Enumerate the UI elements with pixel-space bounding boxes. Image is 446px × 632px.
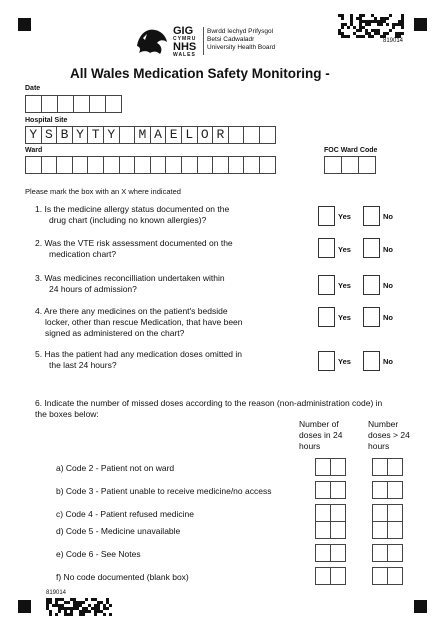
entry-cell[interactable] [72, 156, 89, 174]
entry-cell[interactable]: Y [25, 126, 42, 144]
entry-cell[interactable] [73, 95, 90, 113]
barcode-top [338, 14, 404, 38]
logo-nhs: NHS [173, 41, 197, 53]
date-label: Date [25, 85, 41, 92]
entry-cell[interactable]: R [212, 126, 229, 144]
hospital-site-field[interactable] [25, 126, 275, 144]
question-text-line: Has the patient had any medication doses omitted in [44, 349, 242, 359]
missed-dose-code-label: e) Code 6 - See Notes [56, 549, 141, 559]
digit-box[interactable] [372, 481, 388, 499]
doses-24h-input[interactable] [315, 458, 345, 476]
doses-24h-input[interactable] [315, 521, 345, 539]
hospital-site-label: Hospital Site [25, 117, 68, 124]
question-text-line: Was medicines reconcilliation undertaken within [44, 273, 225, 283]
question-number: 1. [35, 204, 43, 214]
form-title: All Wales Medication Safety Monitoring - [70, 66, 330, 81]
digit-box[interactable] [372, 521, 388, 539]
organisation-name [207, 28, 275, 52]
entry-cell[interactable] [87, 156, 104, 174]
question-text-line: locker, other than rescue Medication, that have been [45, 317, 243, 327]
doses-over-24h-input[interactable] [372, 504, 402, 522]
col-header-24h [299, 419, 342, 452]
digit-box[interactable] [330, 481, 346, 499]
digit-box[interactable] [387, 544, 403, 562]
entry-cell[interactable] [56, 156, 73, 174]
q4-yes-label: Yes [338, 313, 351, 322]
question-text-line: Are there any medicines on the patient's bedside [44, 306, 228, 316]
col-header-line: doses > 24 [368, 430, 410, 440]
question-2 [35, 238, 305, 260]
entry-cell[interactable] [259, 126, 276, 144]
q4-no-label: No [383, 313, 393, 322]
q4-no-checkbox[interactable] [363, 307, 380, 327]
nhs-wales-logo [173, 26, 196, 58]
question-number: 5. [35, 349, 43, 359]
org-name-line-2: Betsi Cadwaladr [207, 36, 255, 43]
logo-wales: WALES [173, 52, 196, 58]
logo-gig: GIG [173, 25, 194, 37]
digit-box[interactable] [315, 544, 331, 562]
digit-box[interactable] [315, 504, 331, 522]
entry-cell[interactable] [25, 95, 42, 113]
question-6 [35, 398, 425, 420]
digit-box[interactable] [315, 481, 331, 499]
org-name-line-3: University Health Board [207, 44, 276, 51]
foc-ward-code-field[interactable] [324, 156, 375, 174]
question-6-text-line: 6. Indicate the number of missed doses according to the reason (non-administration code) in [35, 398, 383, 408]
q1-no-checkbox[interactable] [363, 206, 380, 226]
digit-box[interactable] [330, 504, 346, 522]
digit-box[interactable] [387, 567, 403, 585]
entry-cell[interactable] [41, 156, 58, 174]
question-6-text-line: the boxes below: [35, 409, 99, 419]
doses-over-24h-input[interactable] [372, 458, 402, 476]
entry-cell[interactable] [103, 156, 120, 174]
question-number: 2. [35, 238, 43, 248]
entry-cell[interactable]: A [150, 126, 167, 144]
registration-mark-bottom-right [414, 600, 427, 613]
entry-cell[interactable] [25, 156, 42, 174]
digit-box[interactable] [315, 458, 331, 476]
ward-label: Ward [25, 147, 43, 154]
entry-cell[interactable] [228, 156, 245, 174]
col-header-line: hours [368, 441, 390, 451]
foc-ward-code-label: FOC Ward Code [324, 147, 378, 154]
entry-cell[interactable] [181, 156, 198, 174]
doses-24h-input[interactable] [315, 504, 345, 522]
question-4 [35, 306, 310, 339]
ward-field[interactable] [25, 156, 275, 174]
registration-mark-top-right [414, 18, 427, 31]
date-field[interactable] [25, 95, 121, 113]
missed-dose-code-label: c) Code 4 - Patient refused medicine [56, 509, 194, 519]
question-text-line: medication chart? [49, 249, 117, 259]
q5-yes-checkbox[interactable] [318, 351, 335, 371]
entry-cell[interactable]: O [197, 126, 214, 144]
q5-no-label: No [383, 357, 393, 366]
entry-cell[interactable]: S [41, 126, 58, 144]
q3-yes-label: Yes [338, 281, 351, 290]
question-number: 3. [35, 273, 43, 283]
form-code-bottom: 819014 [46, 590, 67, 596]
col-header-line: Number of [299, 419, 339, 429]
entry-cell[interactable] [358, 156, 376, 174]
question-number: 4. [35, 306, 43, 316]
entry-cell[interactable] [324, 156, 342, 174]
doses-over-24h-input[interactable] [372, 544, 402, 562]
doses-over-24h-input[interactable] [372, 521, 402, 539]
q4-yes-checkbox[interactable] [318, 307, 335, 327]
entry-cell[interactable] [150, 156, 167, 174]
col-header-line: Number [368, 419, 399, 429]
question-text-line: signed as administered on the chart? [45, 328, 185, 338]
digit-box[interactable] [315, 567, 331, 585]
barcode-bottom [46, 598, 112, 616]
entry-cell[interactable] [134, 156, 151, 174]
digit-box[interactable] [330, 458, 346, 476]
registration-mark-bottom-left [18, 600, 31, 613]
question-text-line: Is the medicine allergy status documented on the [44, 204, 230, 214]
col-header-over-24h [368, 419, 410, 452]
doses-over-24h-input[interactable] [372, 481, 402, 499]
org-name-line-1: Bwrdd Iechyd Prifysgol [207, 28, 274, 35]
q3-yes-checkbox[interactable] [318, 275, 335, 295]
entry-cell[interactable]: T [87, 126, 104, 144]
entry-cell[interactable]: Y [72, 126, 89, 144]
question-text-line: 24 hours of admission? [49, 284, 137, 294]
digit-box[interactable] [315, 521, 331, 539]
entry-cell[interactable] [243, 126, 260, 144]
doses-24h-input[interactable] [315, 567, 345, 585]
entry-cell[interactable] [119, 126, 136, 144]
question-5 [35, 349, 305, 371]
digit-box[interactable] [372, 544, 388, 562]
q2-yes-checkbox[interactable] [318, 238, 335, 258]
q2-no-checkbox[interactable] [363, 238, 380, 258]
entry-cell[interactable] [243, 156, 260, 174]
entry-cell[interactable]: M [134, 126, 151, 144]
digit-box[interactable] [372, 504, 388, 522]
digit-box[interactable] [387, 521, 403, 539]
entry-cell[interactable]: Y [103, 126, 120, 144]
registration-mark-top-left [18, 18, 31, 31]
entry-cell[interactable] [41, 95, 58, 113]
q3-no-label: No [383, 281, 393, 290]
logo-cymru: CYMRU [173, 36, 197, 42]
q3-no-checkbox[interactable] [363, 275, 380, 295]
entry-cell[interactable] [119, 156, 136, 174]
entry-cell[interactable] [89, 95, 106, 113]
digit-box[interactable] [330, 521, 346, 539]
entry-cell[interactable] [341, 156, 359, 174]
q5-yes-label: Yes [338, 357, 351, 366]
entry-cell[interactable]: B [56, 126, 73, 144]
missed-dose-code-label: a) Code 2 - Patient not on ward [56, 463, 175, 473]
logo-divider [203, 27, 204, 55]
form-code-top: 819014 [383, 38, 404, 44]
doses-over-24h-input[interactable] [372, 567, 402, 585]
welsh-dragon-logo-icon [133, 24, 171, 58]
doses-24h-input[interactable] [315, 544, 345, 562]
entry-cell[interactable] [165, 156, 182, 174]
entry-cell[interactable]: E [165, 126, 182, 144]
entry-cell[interactable] [228, 126, 245, 144]
digit-box[interactable] [387, 504, 403, 522]
missed-dose-code-label: d) Code 5 - Medicine unavailable [56, 526, 181, 536]
q2-yes-label: Yes [338, 245, 351, 254]
digit-box[interactable] [330, 544, 346, 562]
instruction-text: Please mark the box with an X where indicated [25, 187, 181, 196]
entry-cell[interactable] [57, 95, 74, 113]
col-header-line: hours [299, 441, 321, 451]
col-header-line: doses in 24 [299, 430, 343, 440]
entry-cell[interactable] [259, 156, 276, 174]
digit-box[interactable] [372, 458, 388, 476]
question-text-line: Was the VTE risk assessment documented on the [44, 238, 233, 248]
missed-dose-code-label: f) No code documented (blank box) [56, 572, 189, 582]
entry-cell[interactable] [105, 95, 122, 113]
question-1 [35, 204, 305, 226]
entry-cell[interactable] [197, 156, 214, 174]
q1-no-label: No [383, 212, 393, 221]
entry-cell[interactable] [212, 156, 229, 174]
question-text-line: drug chart (including no known allergies)? [49, 215, 207, 225]
digit-box[interactable] [387, 481, 403, 499]
digit-box[interactable] [387, 458, 403, 476]
question-text-line: the last 24 hours? [49, 360, 117, 370]
entry-cell[interactable]: L [181, 126, 198, 144]
digit-box[interactable] [372, 567, 388, 585]
doses-24h-input[interactable] [315, 481, 345, 499]
q5-no-checkbox[interactable] [363, 351, 380, 371]
q1-yes-label: Yes [338, 212, 351, 221]
q2-no-label: No [383, 245, 393, 254]
missed-dose-code-label: b) Code 3 - Patient unable to receive medicine/no access [56, 486, 272, 496]
question-3 [35, 273, 305, 295]
q1-yes-checkbox[interactable] [318, 206, 335, 226]
digit-box[interactable] [330, 567, 346, 585]
